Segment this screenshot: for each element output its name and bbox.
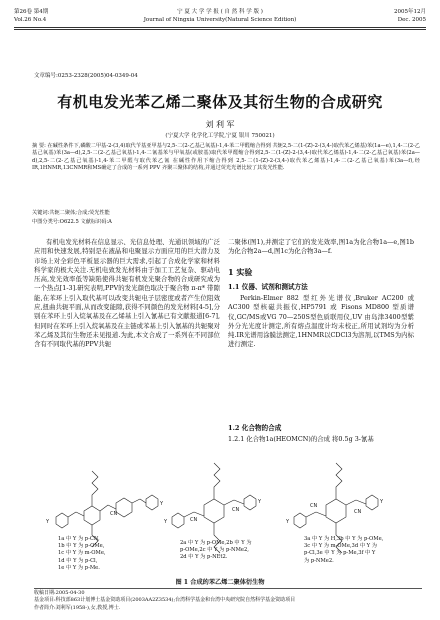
- header-rule: [14, 27, 426, 28]
- svg-text:Y: Y: [258, 499, 262, 505]
- svg-text:Y: Y: [46, 519, 50, 525]
- label-2-line3: 2d 中 Y 为 p-NEt2.: [180, 554, 228, 561]
- page-title: 有机电发光苯乙烯二聚体及其衍生物的合成研究: [57, 93, 383, 111]
- label-1b: 1b 中 Y 为 p-OMe,: [58, 543, 105, 550]
- section-1-1-text: Perkin-Elmer 882 型红外光谱仪,Bruker AC200 或 AC300 型核磁共振仪,HP5791 或 Fisons MD800 型质谱仪,GC/MS或VG 70—250S型色质联用仪,UV 由岛津3400型紫外分光光度计测定,所有熔点温度计均未校正,所用试剂均为分析纯.IR光谱用涂膜法测定,1HNMR以CDCl3为溶剂,以TMS为内标进行测定.: [228, 294, 414, 349]
- footnotes: [34, 588, 422, 612]
- header-volume-en: Vol.26 No.4: [14, 17, 47, 23]
- section-1-2-heading: 1.2 化合物的合成: [228, 424, 282, 432]
- section-1-2-1-text: 1.2.1 化合物1a(HEOMCN)的合成 将0.5g 3-氰基: [228, 435, 374, 443]
- cn-label-a: CN: [110, 511, 118, 517]
- header-journal-cn: 宁 夏 大 学 学 报 ( 自 然 科 学 版 ): [177, 9, 263, 15]
- abstract: 摘 要: 在碱性条件下,磷酸二甲基-2-(3,4)取代苄基亚甲基与2,5-二(2-乙基己氧基)-1,4-苯二甲醛缩合得到 共轭2,5-二(1-(Z)-2-(3,4-)取代苯乙烯基)苯(1a—e),1,4-二(2-乙基己氧基)苯(3a—d),2,5-二(2-乙基己氧基)-1,4-二氰基苯与甲氧基(或胺基)取代苯甲醛缩合得到2,5-二(1-(Z)-2-(3,4-)取代苯乙烯基)-1,4-二(2-乙基己氧基)苯(2a—d),2,5-二(2-乙基己氧基)-1,4-苯二甲醛与取代苯乙氰 在碱性作用下缩合得到 2,5-二(1-(Z)-2-(3,4-)取代苯乙烯基)-1,4-二(2-乙基己氧基)苯(3a—f),经 IR,1HNMR,13CNMR和MS确定了合成的一系列 PPV 齐聚三聚体的结构,并通过荧光光谱比较了其发光性能.: [32, 143, 420, 172]
- label-2-line2: p-OMe,2c 中 Y 为 p-NMe2,: [180, 547, 249, 554]
- label-3-line3: p-Cl,3e 中 Y 为 p-Me,3f 中 Y: [304, 550, 376, 557]
- figure-labels-c: [304, 536, 383, 565]
- header-date-en: Dec. 2005: [397, 17, 426, 23]
- header-journal-en: Journal of Ningxia University(Natural Science Edition): [143, 17, 297, 23]
- footnote-received: 收稿日期:2005-04-30: [34, 590, 85, 596]
- author: 刘 利 军: [205, 120, 235, 129]
- label-3-line4: 为 p-NMe2.: [304, 557, 334, 564]
- svg-text:Y: Y: [164, 519, 168, 525]
- cn-label-c1: CN: [310, 503, 318, 509]
- svg-text:Y: Y: [160, 501, 164, 507]
- label-3-line1: 3a 中 Y 为 H,3b 中 Y 为 p-OMe,: [304, 536, 384, 542]
- header-rule-2: [14, 29, 426, 30]
- label-1e: 1e 中 Y 为 p-Me.: [58, 564, 100, 571]
- footnote-author-bio: 作者简介:刘利军(1958-),女,教授,博士.: [34, 604, 121, 611]
- figure-labels-b: [180, 540, 252, 562]
- label-1c: 1c 中 Y 为 m-OMe,: [58, 550, 106, 557]
- label-2-line1: 2a 中 Y 为 p-OMe,2b 中 Y 为: [180, 540, 252, 546]
- footnote-funding: 基金项目:科技部863计划博士基金资助项目(2003AA2Z3534);台湾科学基金和台湾中央研究院自然科学基金资助项目: [34, 597, 296, 604]
- cn-label-b1: CN: [190, 517, 198, 523]
- section-1-1-heading: 1.1 仪器、试剂和测试方法: [228, 283, 308, 291]
- header-date-cn: 2005年12月: [394, 9, 426, 15]
- cn-label-c2: CN: [354, 509, 362, 515]
- svg-text:Y: Y: [286, 519, 290, 525]
- col2-intro: 二聚体(图1),并测定了它们的发光效率,图1a为化合物1a—e,图1b为化合物2a—d,图1c为化合物3a—f.: [228, 238, 414, 256]
- affiliation: (宁夏大学 化学化工学院,宁夏 银川 750021): [165, 133, 275, 139]
- svg-text:Y: Y: [380, 499, 384, 505]
- figure-labels-a: [58, 536, 106, 572]
- classification: 中图分类号:O622.5 文献标识码:A: [32, 219, 112, 225]
- article-id: 文章编号:0253-2328(2005)04-0349-04: [34, 73, 138, 79]
- header-volume-cn: 第26卷 第4期: [14, 9, 49, 15]
- figure-caption: 图 1 合成的苯乙烯二聚体衍生物: [175, 579, 265, 586]
- keywords: 关键词:共轭二聚体;合成;荧光性能: [32, 210, 110, 216]
- label-1d: 1d 中 Y 为 p-Cl,: [58, 557, 98, 564]
- section-1-heading: 1 实验: [228, 267, 253, 277]
- label-1a: 1a 中 Y 为 p-CN,: [58, 536, 100, 542]
- header-center: [14, 8, 426, 24]
- header-right: [394, 8, 426, 24]
- intro-paragraph: 有机电发光材料在信息显示、光信息处理、光通讯领域的广泛应用和快速发展,特别是在液晶和电聚显示方面应用的巨大潜力及市场上对全彩色平板显示器的巨大需求,引起了合成化学家和材料科学家的极大关注.无机电致发光材料由于加工工艺复杂、驱动电压高,发光效率低等缺陷使得共轭有机发光聚合物的合成研究成为一个热点[1-3].研究表明,PPV的发光颜色取决于聚合物 π-π* 带隙能,在苯环上引入取代基可以改变共轭电子层密度或者产生位阻效应,扭曲共轭平面,从而改变能隙,获得不同颜色的发光材料[4-5],分别在苯环上引入烷氧基及在乙烯基上引入氰基已有文献报道[6-7],但同时在苯环上引入烷氧基及在主链或苯基上引入氰基的共轭聚对苯乙烯及其衍生物还未见报道.为此,本文合成了一系列在不同部位含有不同取代基的PPV共轭: [34, 238, 220, 349]
- label-3-line2: 3c 中 Y 为 m-OMe,3d 中 Y 为: [304, 543, 377, 550]
- cn-label-b2: CN: [232, 507, 240, 513]
